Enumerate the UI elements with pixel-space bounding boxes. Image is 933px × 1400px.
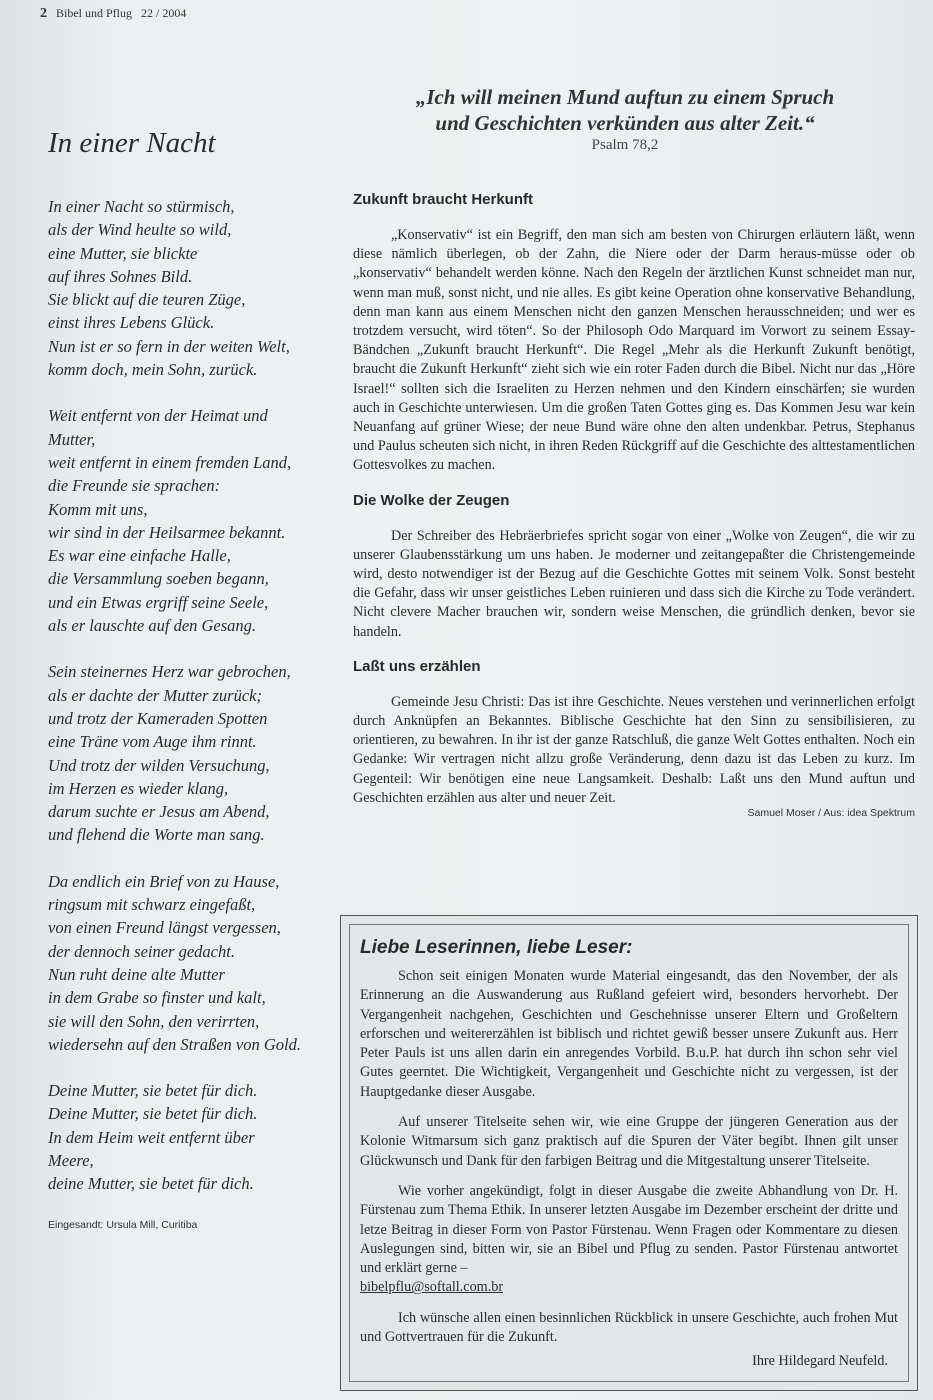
- quote-line: und Geschichten verkünden aus alter Zeit.“: [435, 111, 815, 135]
- poem-line: eine Träne vom Auge ihm rinnt.: [48, 732, 257, 752]
- poem-line: in dem Grabe so finster und kalt,: [48, 988, 266, 1008]
- poem-line: Deine Mutter, sie betet für dich.: [48, 1081, 258, 1101]
- poem-line: auf ihres Sohnes Bild.: [48, 266, 193, 286]
- letter-signature: Ihre Hildegard Neufeld.: [752, 1353, 888, 1370]
- poem-line: als er lauschte auf den Gesang.: [48, 616, 257, 636]
- poem-line: Sein steinernes Herz war gebrochen,: [48, 662, 291, 682]
- poem-stanza: [48, 870, 338, 1056]
- editor-letter-inner: [349, 924, 909, 1382]
- poem-line: In dem Heim weit entfernt über: [48, 1127, 255, 1147]
- psalm-quote: [350, 84, 900, 154]
- letter-paragraph: Schon seit einigen Monaten wurde Material eingesandt, das den November, der als Erinnerung an die Auswanderung aus Rußland gefeiert wird, besonders hervorhebt. Der Vergangenheit nachgehen, Geschichten und Geschehnisse unserer Eltern und Großeltern erforschen und weitererzählen ist biblisch und richtet gewiß besser unsere Zukunft aus. Herr Peter Pauls ist uns allen darin ein anregendes Vorbild. B.u.P. hat durch ihn schon sehr viel Gutes geerntet. Die Wichtigkeit, Vergangenheit und Geschichte nicht zu vergessen, ist der Hauptgedanke dieser Ausgabe.: [360, 968, 898, 1100]
- article-section: [353, 492, 915, 642]
- poem-line: der dennoch seiner gedacht.: [48, 941, 235, 961]
- poem-stanza: [48, 404, 338, 637]
- page-number: 2: [40, 6, 47, 21]
- poem-line: Sie blickt auf die teuren Züge,: [48, 290, 246, 310]
- editor-letter-box: [340, 915, 918, 1391]
- poem-stanza: [48, 195, 338, 381]
- poem-credit: Eingesandt: Ursula Mill, Curitiba: [48, 1218, 198, 1231]
- poem-line: wiedersehn auf den Straßen von Gold.: [48, 1034, 301, 1054]
- quote-line: „Ich will meinen Mund auftun zu einem Spruch: [415, 85, 835, 109]
- poem-line: Nun ist er so fern in der weiten Welt,: [48, 336, 290, 356]
- poem-line: als der Wind heulte so wild,: [48, 220, 232, 240]
- poem-line: Komm mit uns,: [48, 499, 148, 519]
- poem-line: Mutter,: [48, 429, 96, 449]
- poem-stanza: [48, 1079, 338, 1195]
- poem-line: deine Mutter, sie betet für dich.: [48, 1174, 254, 1194]
- article-author: Samuel Moser / Aus: idea Spektrum: [747, 807, 915, 820]
- poem-line: darum suchte er Jesus am Abend,: [48, 802, 270, 822]
- poem-line: eine Mutter, sie blickte: [48, 243, 198, 263]
- poem-line: In einer Nacht so stürmisch,: [48, 197, 235, 216]
- poem-line: Meere,: [48, 1150, 94, 1170]
- quote-source: Psalm 78,2: [591, 137, 659, 153]
- poem-line: und ein Etwas ergriff seine Seele,: [48, 592, 269, 612]
- poem-line: und flehend die Worte man sang.: [48, 825, 265, 845]
- poem-line: und trotz der Kameraden Spotten: [48, 708, 268, 728]
- page-header: [40, 6, 186, 22]
- section-heading: Laßt uns erzählen: [353, 657, 481, 675]
- poem-line: Nun ruht deine alte Mutter: [48, 964, 225, 984]
- publication-name: Bibel und Pflug: [56, 6, 133, 20]
- poem-line: Und trotz der wilden Versuchung,: [48, 755, 270, 775]
- poem-line: Weit entfernt von der Heimat und: [48, 406, 268, 426]
- section-text: Der Schreiber des Hebräerbriefes spricht sogar von einer „Wolke von Zeugen“, die wir zu unserer Glaubensstärkung um uns haben. Je moderner und zeitangepaßter die Christengemeinde wird, desto notwendiger ist der Bezug auf die Geschichte Gottes mit seinem Volk. Sonst besteht die Gefahr, dass wir unser geistliches Leben ruinieren und dass sich die Kirche zu Tode verändert. Nicht clevere Macher brauchen wir, sondern weise Menschen, die gründlich denken, bevor sie handeln.: [353, 527, 915, 640]
- poem-line: Es war eine einfache Halle,: [48, 546, 231, 566]
- poem-line: Da endlich ein Brief von zu Hause,: [48, 871, 280, 891]
- poem-line: Deine Mutter, sie betet für dich.: [48, 1104, 258, 1124]
- poem-line: wir sind in der Heilsarmee bekannt.: [48, 522, 286, 542]
- poem-line: die Freunde sie sprachen:: [48, 476, 221, 496]
- poem-line: im Herzen es wieder klang,: [48, 778, 229, 798]
- poem-title: In einer Nacht: [48, 127, 216, 159]
- article-section: [353, 658, 915, 808]
- letter-paragraph-text: Wie vorher angekündigt, folgt in dieser Ausgabe die zweite Abhandlung von Dr. H. Fürstenau zum Thema Ethik. In unserer letzten Ausgabe im Dezember erscheint der dritte und letze Beitrag in dieser Form von Pastor Fürstenau. Wenn Fragen oder Kommentare zu diesen Auslegungen sind, bitten wir, sie an Bibel und Pflug zu senden. Pastor Fürstenau antwortet und erklärt gerne –: [360, 1182, 898, 1277]
- letter-paragraph: Auf unserer Titelseite sehen wir, wie eine Gruppe der jüngeren Generation aus der Kolonie Witmarsum sich ganz praktisch auf die Spuren der Väter begibt. Ihnen gilt unser Glückwunsch und Dank für den farbigen Beitrag und die Mitgestaltung unserer Titelseite.: [360, 1114, 898, 1169]
- poem-stanza: [48, 660, 338, 846]
- section-text: „Konservativ“ ist ein Begriff, den man sich am besten von Chirurgen erläutern läßt, wenn diese nämlich überlegen, ob der Zahn, die Niere oder der Darm heraus-müsse oder ob „konservativ“ behandelt werden könne. Nach den Regeln der ärztlichen Kunst schneidet man nur, wenn man muß, sonst nicht, und nie alles. Es gibt keine Operation ohne konservative Behandlung, denn man kann aus einem Menschen nicht den ganzen Menschen herausschneiden; und wer es trotzdem versucht, wird töten“. So der Philosoph Odo Marquard im Vorwort zu seinem Essay-Bändchen „Zukunft braucht Herkunft“. Die Regel „Mehr als die Herkunft Zukunft benötigt, braucht die Zukunft Herkunft“ zieht sich wie ein roter Faden durch die Bibel. Nicht nur das „Höre Israel!“ sollten sich die Israeliten zu Herzen nehmen und den Kindern einschärfen; sie wurden auch in Geschichte unterwiesen. Um die großen Taten Gottes ging es. Das Kommen Jesu war kein Neuanfang auf grüner Wiese; der neue Bund wäre ohne den alten undenkbar. Petrus, Stephanus und Paulus scheuten sich nicht, in ihren Reden Rückgriff auf die Geschichte des alttestamentlichen Gottesvolkes zu machen.: [353, 227, 915, 474]
- poem-line: von einen Freund längst vergessen,: [48, 918, 281, 938]
- poem-line: ringsum mit schwarz eingefaßt,: [48, 895, 256, 915]
- email-link[interactable]: bibelpflu@softall.com.br: [360, 1279, 504, 1296]
- poem: [48, 125, 338, 1231]
- article-section: [353, 191, 915, 476]
- letter-paragraph: [360, 1182, 898, 1298]
- poem-line: einst ihres Lebens Glück.: [48, 313, 215, 333]
- section-heading: Zukunft braucht Herkunft: [353, 191, 533, 208]
- poem-line: die Versammlung soeben begann,: [48, 569, 269, 589]
- poem-line: als er dachte der Mutter zurück;: [48, 685, 262, 705]
- section-heading: Die Wolke der Zeugen: [353, 491, 510, 509]
- poem-line: weit entfernt in einem fremden Land,: [48, 452, 292, 472]
- section-text: Gemeinde Jesu Christi: Das ist ihre Geschichte. Neues verstehen und verinnerlichen erfolgt durch Anknüpfen an Bekanntes. Biblische Geschichte hat den Sinn zu sensibilisieren, zu orientieren, zu bewahren. In ihr ist der ganze Ratschluß, die ganze Welt Gottes enthalten. Noch ein Gedanke: Wir vertragen nicht allzu große Veränderung, denn dazu ist das Leben zu kurz. Im Gegenteil: Wir benötigen eine neue Langsamkeit. Deshalb: Laßt uns den Mund auftun und Geschichten erzählen aus alter und neuer Zeit.: [353, 693, 915, 806]
- issue-number: 22 / 2004: [141, 6, 187, 20]
- letter-paragraph: Ich wünsche allen einen besinnlichen Rückblick in unsere Geschichte, auch frohen Mut und Gottvertrauen für die Zukunft.: [360, 1309, 898, 1346]
- letter-title: Liebe Leserinnen, liebe Leser:: [360, 937, 633, 958]
- poem-stanzas: [48, 195, 338, 1196]
- article: [353, 191, 915, 819]
- poem-line: sie will den Sohn, den verirrten,: [48, 1011, 260, 1031]
- poem-line: komm doch, mein Sohn, zurück.: [48, 360, 258, 380]
